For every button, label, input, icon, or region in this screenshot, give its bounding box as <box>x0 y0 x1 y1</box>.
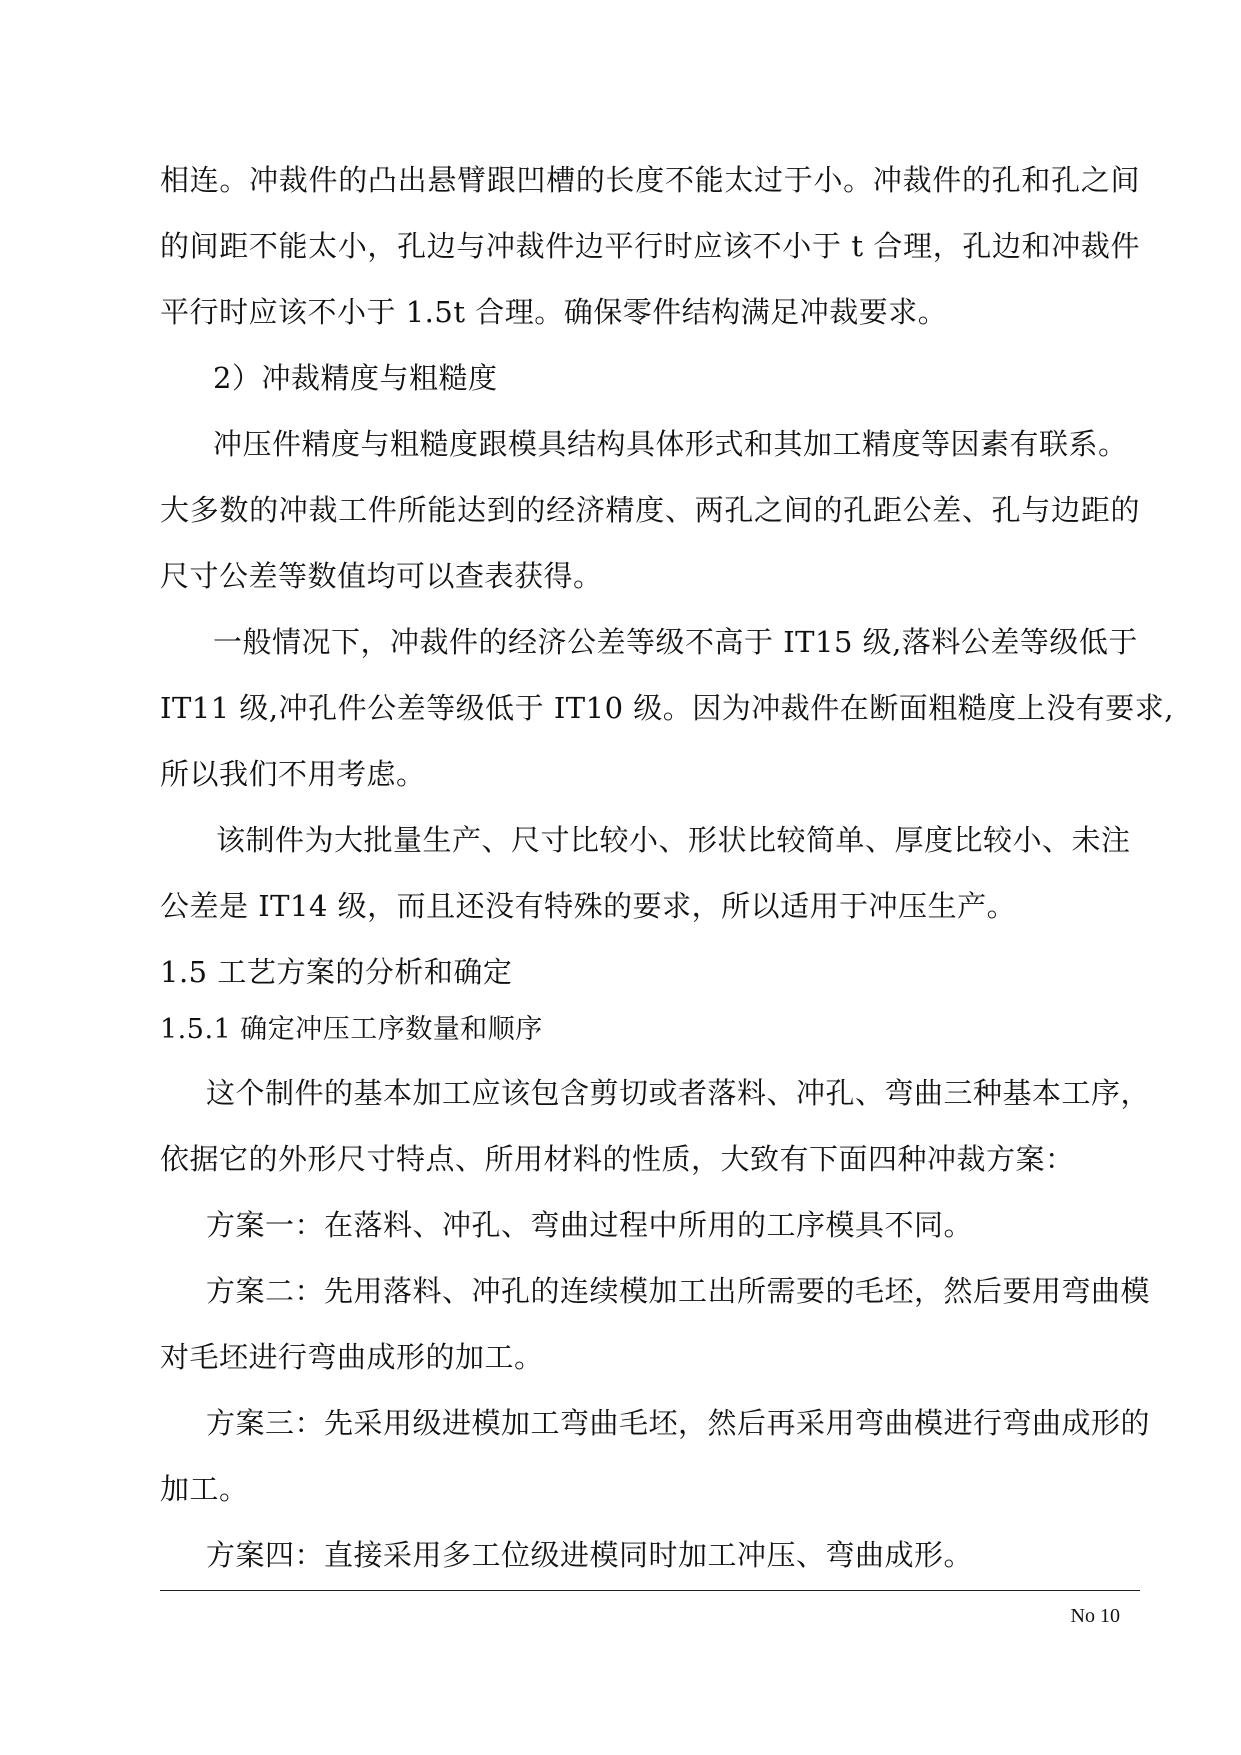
paragraph-line: 尺寸公差等数值均可以查表获得。 <box>160 559 603 593</box>
section-heading: 1.5 工艺方案的分析和确定 <box>160 955 513 989</box>
paragraph-line: 这个制件的基本加工应该包含剪切或者落料、冲孔、弯曲三种基本工序， <box>206 1076 1151 1110</box>
subsection-heading: 2）冲裁精度与粗糙度 <box>213 361 498 395</box>
paragraph-line: 一般情况下，冲裁件的经济公差等级不高于 IT15 级,落料公差等级低于 <box>213 625 1138 659</box>
paragraph-line: 加工。 <box>160 1472 249 1506</box>
paragraph-line: 大多数的冲裁工件所能达到的经济精度、两孔之间的孔距公差、孔与边距的 <box>160 493 1140 527</box>
paragraph-line: 该制件为大批量生产、尺寸比较小、形状比较简单、厚度比较小、未注 <box>216 823 1131 857</box>
paragraph-line: 的间距不能太小，孔边与冲裁件边平行时应该不小于 t 合理，孔边和冲裁件 <box>160 229 1140 263</box>
scheme-four-line: 方案四：直接采用多工位级进模同时加工冲压、弯曲成形。 <box>206 1538 974 1572</box>
scheme-three-line: 方案三：先采用级进模加工弯曲毛坯，然后再采用弯曲模进行弯曲成形的 <box>206 1406 1151 1440</box>
paragraph-line: 依据它的外形尺寸特点、所用材料的性质，大致有下面四种冲裁方案： <box>160 1142 1075 1176</box>
footer-divider <box>160 1590 1140 1591</box>
scheme-one-line: 方案一：在落料、冲孔、弯曲过程中所用的工序模具不同。 <box>206 1208 974 1242</box>
paragraph-line: 公差是 IT14 级，而且还没有特殊的要求，所以适用于冲压生产。 <box>160 889 1017 923</box>
paragraph-line: IT11 级,冲孔件公差等级低于 IT10 级。因为冲裁件在断面粗糙度上没有要求, <box>160 691 1174 725</box>
paragraph-line: 冲压件精度与粗糙度跟模具结构具体形式和其加工精度等因素有联系。 <box>213 427 1128 461</box>
subsection-heading: 1.5.1 确定冲压工序数量和顺序 <box>160 1014 543 1045</box>
paragraph-line: 所以我们不用考虑。 <box>160 757 426 791</box>
paragraph-line: 平行时应该不小于 1.5t 合理。确保零件结构满足冲裁要求。 <box>160 295 948 329</box>
page-number: No 10 <box>1070 1605 1120 1627</box>
paragraph-line: 对毛坯进行弯曲成形的加工。 <box>160 1340 544 1374</box>
paragraph-line: 相连。冲裁件的凸出悬臂跟凹槽的长度不能太过于小。冲裁件的孔和孔之间 <box>160 163 1140 197</box>
scheme-two-line: 方案二：先用落料、冲孔的连续模加工出所需要的毛坯，然后要用弯曲模 <box>206 1274 1151 1308</box>
